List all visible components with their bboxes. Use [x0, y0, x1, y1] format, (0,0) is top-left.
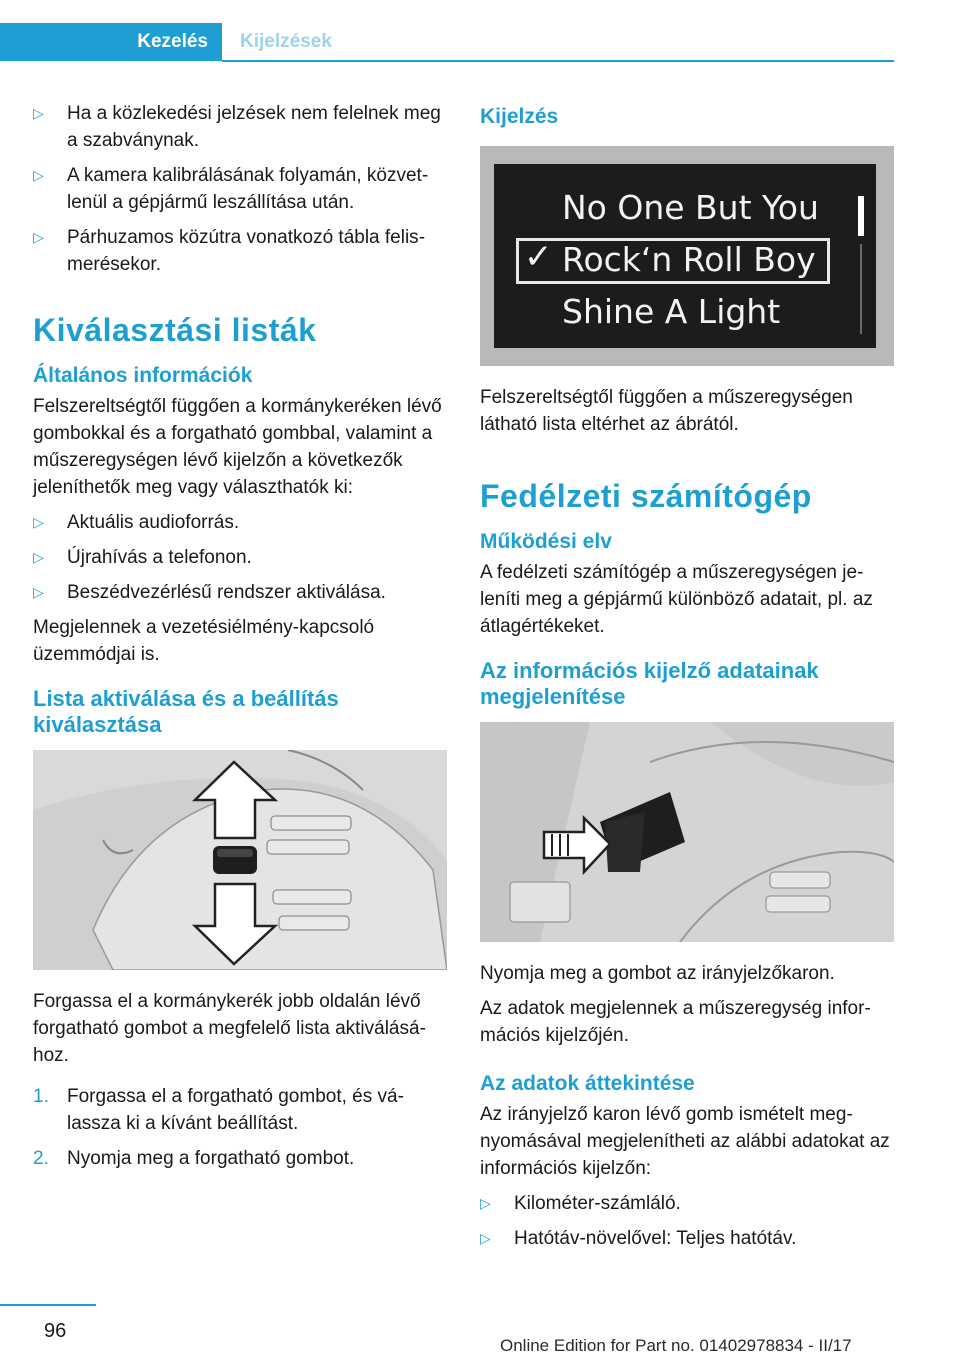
subsection-title: Működési elv [480, 530, 612, 553]
paragraph: Az adatok megjelennek a műszeregység információs kijelzőjén. [480, 998, 871, 1046]
paragraph: A fedélzeti számítógép a műszeregységen jeleníti meg a gépjármű különböző adatait, pl. az átlagértékeket. [480, 562, 873, 637]
list-item: ▷ Ha a közlekedési jelzések nem felelnek meg a szabványnak. [33, 100, 447, 154]
left-column [33, 100, 447, 1180]
list-item: ▷ Újrahívás a telefonon. [33, 544, 447, 571]
list-item: ▷ Beszédvezérlésű rendszer aktiválása. [33, 579, 447, 606]
list-item: ▷ Párhuzamos közútra vonatkozó tábla felismerésekor. [33, 224, 447, 278]
list-item: 1. Forgassa el a forgatható gombot, és válassza ki a kívánt beállítást. [33, 1086, 404, 1134]
display-list-image [480, 146, 894, 366]
subsection-title: Kijelzés [480, 105, 559, 128]
indicator-lever-image [480, 722, 894, 942]
scrollbar-track [860, 244, 862, 334]
condition-list [33, 100, 447, 278]
page-number: 96 [44, 1320, 67, 1342]
display-item-selected: Rock‘n Roll Boy [562, 240, 816, 279]
header-divider [222, 60, 894, 62]
paragraph: Forgassa el a kormánykerék jobb oldalán lévő forgatható gombot a megfelelő lista aktiválásához. [33, 991, 426, 1066]
subsection-title: Az információs kijelző adatainak megjelenítése [480, 658, 819, 709]
tab-kezeles[interactable]: Kezelés [0, 23, 222, 61]
triangle-bullet-icon: ▷ [33, 549, 44, 565]
steering-wheel-image [33, 750, 447, 970]
footer-divider [0, 1304, 96, 1306]
section-title: Fedélzeti számítógép [480, 478, 812, 514]
page-header [0, 0, 960, 62]
paragraph: Az irányjelző karon lévő gomb ismételt megnyomásával megjelenítheti az alábbi adatokat az információs kijelzőn: [480, 1104, 890, 1179]
subsection-title: Az adatok áttekintése [480, 1072, 695, 1095]
triangle-bullet-icon: ▷ [33, 105, 44, 121]
feature-list [33, 509, 447, 606]
list-item: 2. Nyomja meg a forgatható gombot. [33, 1148, 355, 1169]
list-item: ▷ A kamera kalibrálásának folyamán, közvetlenül a gépjármű leszállítása után. [33, 162, 447, 216]
scrollbar-thumb [858, 196, 864, 236]
paragraph: Felszereltségtől függően a műszeregységen látható lista eltérhet az ábrától. [480, 387, 853, 435]
triangle-bullet-icon: ▷ [33, 514, 44, 530]
display-item: Shine A Light [562, 292, 781, 331]
tab-kijelzesek[interactable]: Kijelzések [240, 31, 332, 52]
subsection-title: Általános információk [33, 364, 253, 387]
triangle-bullet-icon: ▷ [480, 1230, 491, 1246]
display-item: No One But You [562, 188, 819, 227]
check-icon: ✓ [524, 238, 553, 276]
subsection-title: Lista aktiválása és a beállítás kiválasztása [33, 686, 339, 737]
paragraph: Megjelennek a vezetésiélmény-kapcsoló üzemmódjai is. [33, 617, 375, 665]
display-screen [494, 164, 876, 348]
step-list [33, 1083, 447, 1172]
data-list [480, 1190, 894, 1252]
paragraph: Felszereltségtől függően a kormánykeréken lévő gombokkal és a forgatható gombbal, valamint a műszeregységen lévő kijelzőn a következők jeleníthetők meg vagy választhatók ki: [33, 396, 442, 498]
list-item: ▷ Hatótáv-növelővel: Teljes hatótáv. [480, 1225, 894, 1252]
list-item: ▷ Aktuális audioforrás. [33, 509, 447, 536]
triangle-bullet-icon: ▷ [33, 167, 44, 183]
edition-note: Online Edition for Part no. 01402978834 - II/17 [500, 1336, 852, 1355]
list-item: ▷ Kilométer-számláló. [480, 1190, 894, 1217]
right-column [480, 100, 894, 1260]
paragraph: Nyomja meg a gombot az irányjelzőkaron. [480, 963, 835, 984]
triangle-bullet-icon: ▷ [33, 229, 44, 245]
triangle-bullet-icon: ▷ [33, 584, 44, 600]
section-title: Kiválasztási listák [33, 312, 317, 348]
triangle-bullet-icon: ▷ [480, 1195, 491, 1211]
